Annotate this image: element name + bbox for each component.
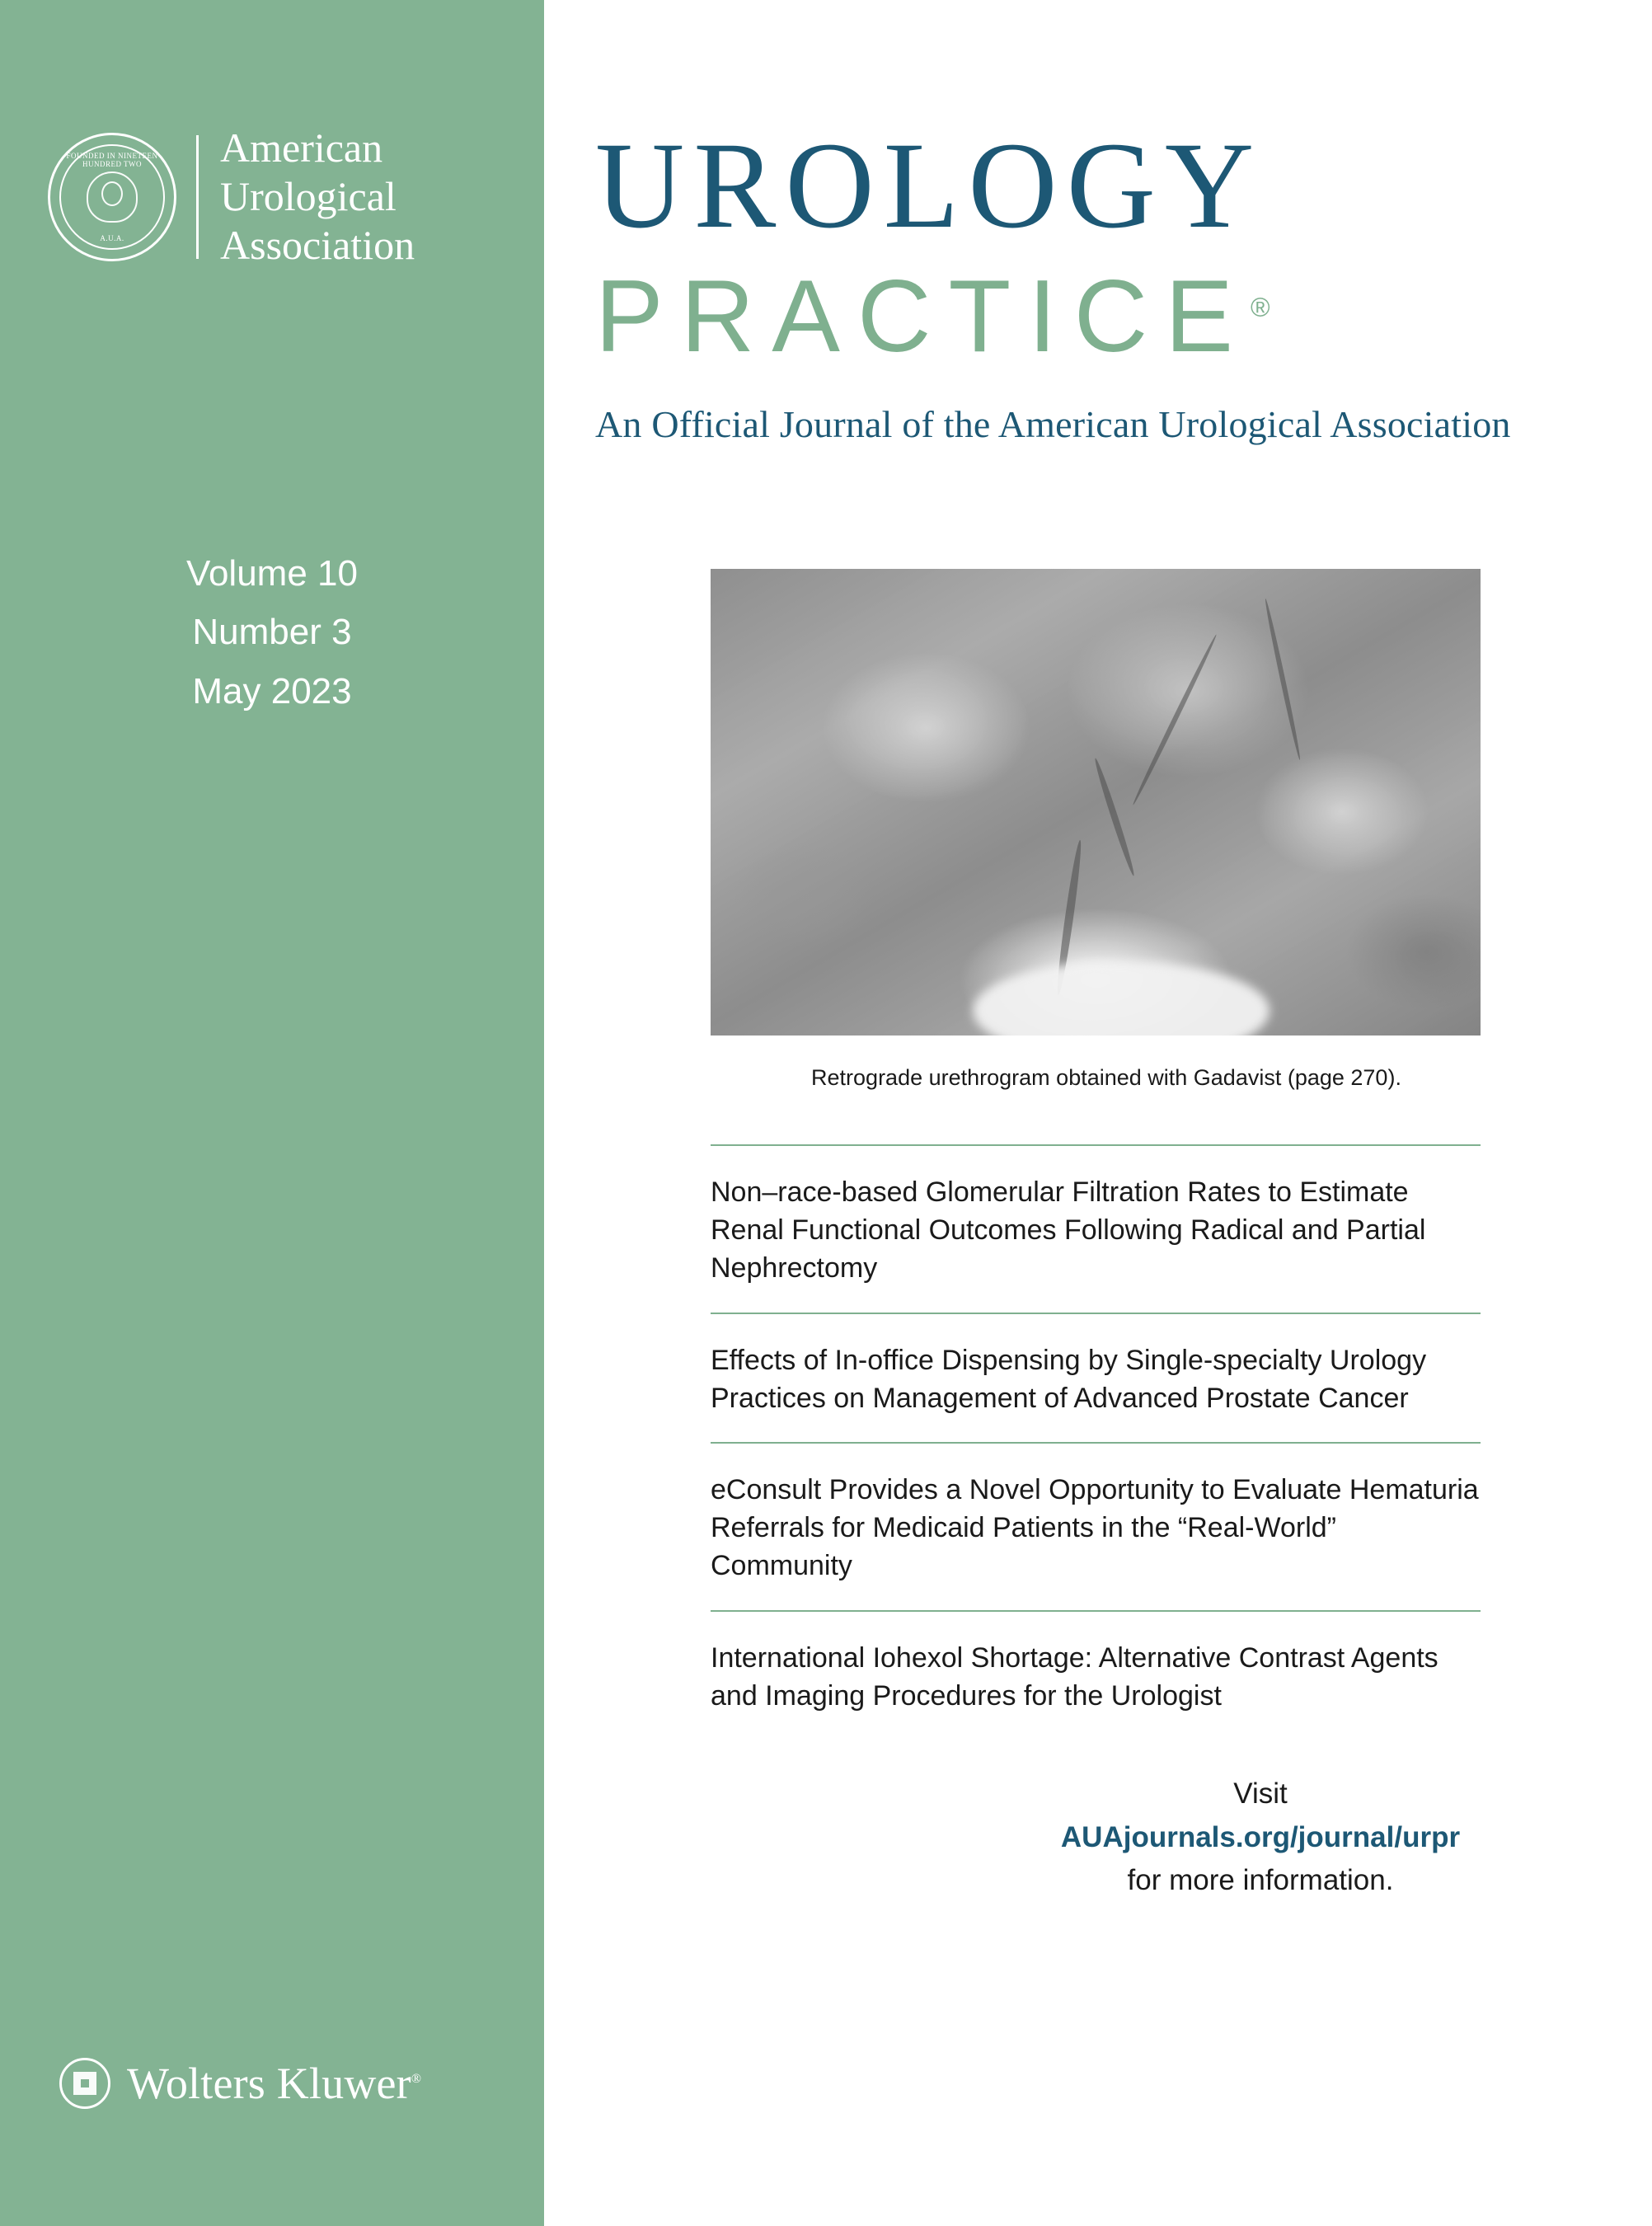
journal-title-main: UROLOGY <box>595 117 1264 254</box>
featured-articles-list <box>711 1144 1481 1740</box>
aua-logo <box>48 124 415 270</box>
publisher-name <box>127 2058 421 2109</box>
journal-registered-mark: ® <box>1250 292 1270 322</box>
article-title: International Iohexol Shortage: Alternative Contrast Agents and Imaging Procedures for the Urologist <box>711 1642 1438 1712</box>
issue-number: Number 3 <box>192 612 352 653</box>
visit-more-info: for more information. <box>1127 1864 1394 1896</box>
issue-date: May 2023 <box>192 670 352 711</box>
seal-figure-emblem <box>87 171 138 223</box>
visit-info <box>875 1773 1645 1903</box>
society-name <box>220 124 415 270</box>
journal-url-link[interactable]: AUAjournals.org/journal/urpr <box>1060 1820 1461 1853</box>
article-title: Effects of In-office Dispensing by Single-specialty Urology Practices on Management of Advanced Prostate Cancer <box>711 1344 1427 1414</box>
issue-info <box>0 544 544 721</box>
article-item[interactable] <box>711 1442 1481 1610</box>
cover-image <box>711 569 1481 1036</box>
society-name-line-1: American <box>220 124 383 171</box>
aua-seal-icon <box>48 133 176 261</box>
left-color-band <box>0 0 544 2226</box>
wolters-kluwer-icon <box>59 2058 110 2109</box>
masthead <box>595 117 1617 446</box>
article-item[interactable] <box>711 1313 1481 1443</box>
publisher-logo <box>59 2058 421 2109</box>
visit-label: Visit <box>1233 1778 1288 1810</box>
cover-content <box>544 0 1652 2226</box>
publisher-name-text: Wolters Kluwer <box>127 2059 411 2108</box>
seal-bottom-text: A.U.A. <box>100 233 124 242</box>
issue-volume: Volume 10 <box>186 553 358 594</box>
journal-title-sub-text: PRACTICE <box>595 260 1251 373</box>
society-name-line-3: Association <box>220 222 415 268</box>
article-item[interactable] <box>711 1610 1481 1740</box>
logo-divider <box>196 135 199 259</box>
seal-top-text: FOUNDED IN NINETEEN HUNDRED TWO <box>66 151 158 168</box>
society-name-line-2: Urological <box>220 173 397 219</box>
journal-subtitle: An Official Journal of the American Urological Association <box>595 403 1511 446</box>
publisher-registered-mark: ® <box>411 2072 422 2086</box>
journal-title-sub <box>595 261 1270 373</box>
article-title: Non–race-based Glomerular Filtration Rates to Estimate Renal Functional Outcomes Following Radical and Partial Nephrectomy <box>711 1176 1426 1284</box>
article-title: eConsult Provides a Novel Opportunity to Evaluate Hematuria Referrals for Medicaid Patients in the “Real-World” Community <box>711 1474 1479 1582</box>
article-item[interactable] <box>711 1144 1481 1313</box>
cover-image-caption: Retrograde urethrogram obtained with Gadavist (page 270). <box>811 1065 1401 1090</box>
